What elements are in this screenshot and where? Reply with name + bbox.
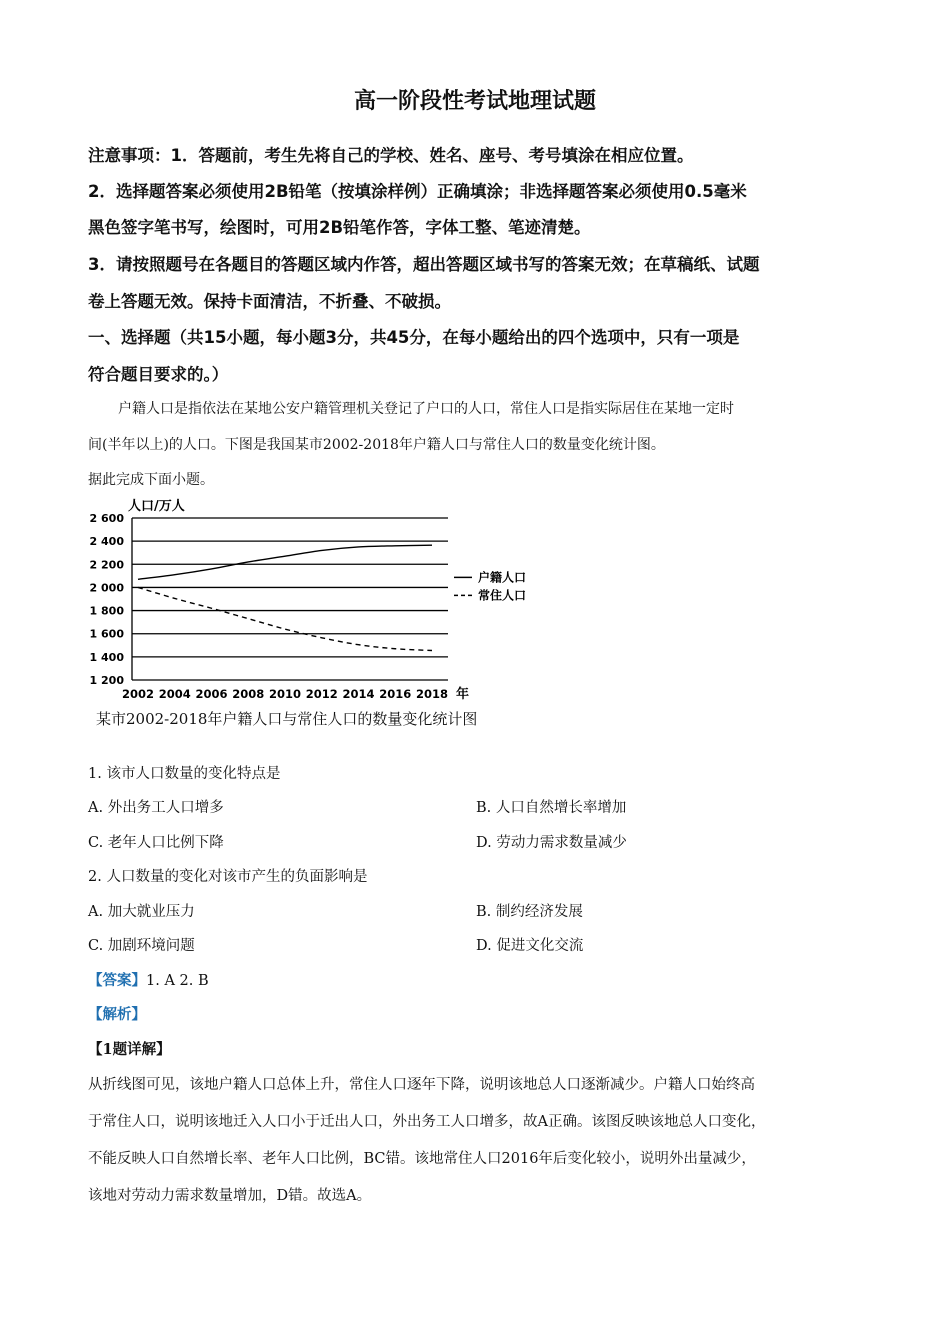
- legend-label: 常住人口: [478, 588, 527, 603]
- option-d: D. 促进文化交流: [476, 938, 584, 954]
- y-tick-label: 2 600: [89, 512, 124, 525]
- x-tick-label: 2010: [268, 687, 302, 701]
- x-axis-label: 年: [456, 687, 470, 702]
- series-line-huji: [138, 545, 432, 579]
- analysis-label: 【解析】: [88, 1006, 146, 1023]
- x-tick-label: 2006: [195, 687, 228, 701]
- detail-label: 【1题详解】: [88, 1041, 171, 1058]
- y-tick-label: 1 400: [89, 650, 124, 664]
- x-tick-label: 2008: [232, 687, 265, 701]
- notice-line: 2．选择题答案必须使用2B铅笔（按填涂样例）正确填涂；非选择题答案必须使用0.5毫米: [88, 182, 747, 201]
- series-line-changzhu: [138, 587, 432, 650]
- notice-line: 注意事项：1．答题前，考生先将自己的学校、姓名、座号、考号填涂在相应位置。: [88, 146, 694, 165]
- question-stem: 2. 人口数量的变化对该市产生的负面影响是: [88, 869, 368, 885]
- chart-caption: 某市2002-2018年户籍人口与常住人口的数量变化统计图: [96, 710, 478, 728]
- legend-label: 户籍人口: [478, 570, 527, 585]
- section-heading: 符合题目要求的。）: [88, 365, 229, 384]
- option-c: C. 加剧环境问题: [88, 938, 195, 954]
- y-tick-label: 1 800: [89, 604, 124, 618]
- option-b: B. 人口自然增长率增加: [476, 800, 627, 816]
- option-a: A. 加大就业压力: [88, 904, 195, 920]
- x-tick-label: 2018: [415, 687, 449, 701]
- intro-line: 间(半年以上)的人口。下图是我国某市2002-2018年户籍人口与常住人口的数量变化统计图。: [88, 437, 665, 453]
- intro-line: 户籍人口是指依法在某地公安户籍管理机关登记了户口的人口，常住人口是指实际居住在某地一定时: [118, 401, 734, 417]
- y-tick-label: 1 600: [89, 627, 124, 641]
- answer-line: [88, 969, 209, 990]
- option-b: B. 制约经济发展: [476, 904, 583, 920]
- y-tick-label: 2 400: [89, 535, 124, 549]
- notice-line: 3．请按照题号在各题目的答题区域内作答，超出答题区域书写的答案无效；在草稿纸、试题: [88, 255, 760, 274]
- y-tick-label: 1 200: [89, 674, 124, 687]
- notice-line: 黑色签字笔书写，绘图时，可用2B铅笔作答，字体工整、笔迹清楚。: [88, 218, 591, 237]
- y-tick-label: 2 200: [89, 558, 124, 572]
- x-tick-label: 2002: [121, 687, 155, 701]
- x-tick-label: 2014: [342, 687, 375, 701]
- detail-line: 从折线图可见，该地户籍人口总体上升，常住人口逐年下降，说明该地总人口逐渐减少。户籍人口始终高: [88, 1077, 755, 1093]
- answer-text: 1. A 2. B: [146, 973, 209, 989]
- question-stem: 1. 该市人口数量的变化特点是: [88, 766, 281, 782]
- page-title: 高一阶段性考试地理试题: [353, 89, 596, 114]
- option-d: D. 劳动力需求数量减少: [476, 835, 627, 851]
- option-c: C. 老年人口比例下降: [88, 835, 224, 851]
- answer-label: 【答案】: [88, 972, 146, 989]
- intro-line: 据此完成下面小题。: [88, 472, 214, 488]
- y-tick-label: 2 000: [89, 581, 124, 595]
- x-tick-label: 2012: [305, 687, 338, 701]
- option-a: A. 外出务工人口增多: [88, 800, 224, 816]
- detail-line: 不能反映人口自然增长率、老年人口比例，BC错。该地常住人口2016年后变化较小，说明外出量减少，: [88, 1151, 756, 1167]
- detail-line: 该地对劳动力需求数量增加，D错。故选A。: [88, 1188, 372, 1204]
- section-heading: 一、选择题（共15小题，每小题3分，共45分，在每小题给出的四个选项中，只有一项是: [88, 328, 740, 347]
- population-line-chart: [86, 496, 527, 708]
- x-tick-label: 2016: [379, 687, 412, 701]
- detail-line: 于常住人口，说明该地迁入人口小于迁出人口，外出务工人口增多，故A正确。该图反映该地总人口变化，: [88, 1114, 766, 1130]
- y-axis-label: 人口/万人: [128, 499, 185, 514]
- x-tick-label: 2004: [158, 687, 191, 701]
- notice-line: 卷上答题无效。保持卡面清洁，不折叠、不破损。: [88, 292, 451, 311]
